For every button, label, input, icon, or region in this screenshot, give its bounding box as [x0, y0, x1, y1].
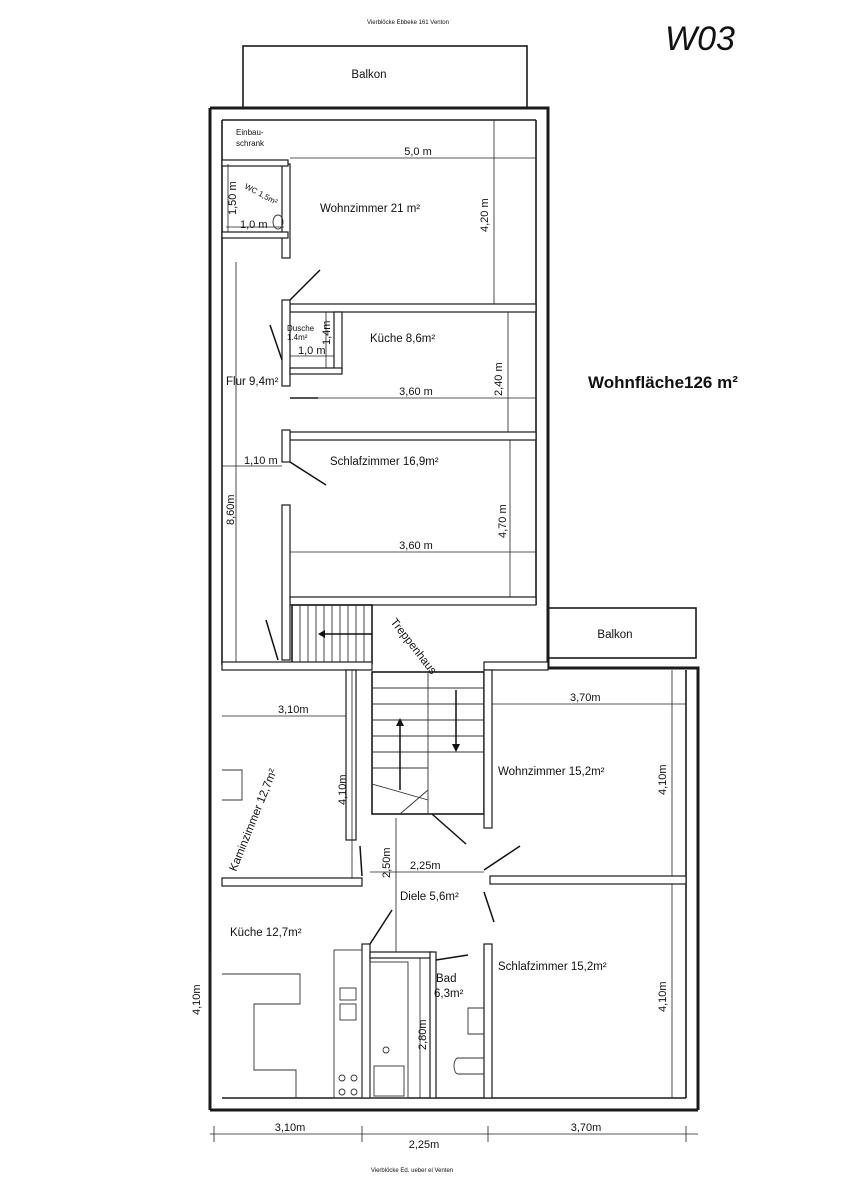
lower-apartment-walls [210, 662, 698, 1110]
flur-label: Flur 9,4m² [226, 376, 279, 388]
sink-icon [222, 770, 242, 800]
dim-3-70-a: 3,70m [570, 692, 601, 704]
bath-sink-icon [468, 1008, 484, 1034]
bad-label-1: Bad [436, 973, 457, 985]
dim-1-0-dusche: 1,0 m [298, 345, 326, 357]
dim-1-10: 1,10 m [244, 455, 278, 467]
kueche-1-label: Küche 8,6m² [370, 333, 436, 345]
dim-3-60-b: 3,60 m [399, 540, 433, 552]
bath-toilet-icon [454, 1058, 484, 1074]
einbauschrank-label-2: schrank [236, 139, 265, 148]
doors-lower [360, 814, 520, 960]
dusche-label-1: Dusche [287, 324, 315, 333]
kaminzimmer-label: Kaminzimmer 12,7m² [227, 767, 280, 874]
dim-4-10-schlaf2: 4,10m [657, 981, 669, 1012]
upper-apartment-walls [210, 108, 548, 1110]
dim-1-50: 1,50 m [227, 181, 239, 215]
bottom-caption: Vierblöcke Ed. ueber el Venten [370, 1168, 454, 1174]
dim-2-80: 2,80m [417, 1019, 429, 1050]
schlafzimmer-2-label: Schlafzimmer 15,2m² [498, 961, 607, 973]
dim-2-25-a: 2,25m [410, 860, 441, 872]
diele-label: Diele 5,6m² [400, 891, 459, 903]
einbauschrank-label-1: Einbau- [236, 128, 264, 137]
treppenhaus-label: Treppenhaus [387, 616, 439, 677]
header-code: W03 [665, 20, 735, 58]
dusche-label-2: 1.4m² [287, 333, 308, 342]
bathtub [370, 962, 408, 1098]
dim-2-50: 2,50m [381, 847, 393, 878]
dim-1-0-wc: 1,0 m [240, 219, 268, 231]
wohnzimmer-1-label: Wohnzimmer 21 m² [320, 203, 421, 215]
wohnzimmer-2-label: Wohnzimmer 15,2m² [498, 766, 605, 778]
dim-3-60-a: 3,60 m [399, 386, 433, 398]
dim-3-70-b: 3,70m [570, 1122, 602, 1134]
bad-label-2: 6,3m² [434, 988, 464, 1000]
kitchen-counter [222, 950, 362, 1098]
balcony-top-label: Balkon [351, 69, 387, 81]
dim-2-25-b: 2,25m [408, 1139, 440, 1151]
dim-1-4: 1,4m [321, 320, 333, 345]
top-caption: Vierblöcke Ebbeke 161 Venton [367, 20, 449, 26]
dim-8-60: 8,60m [225, 494, 237, 525]
schlafzimmer-1-label: Schlafzimmer 16,9m² [330, 456, 439, 468]
dim-5-0: 5,0 m [404, 146, 432, 158]
dim-4-70: 4,70 m [497, 504, 509, 538]
wc-label: WC 1,5m² [243, 181, 280, 207]
balcony-right-label: Balkon [597, 629, 633, 641]
dim-3-10-b: 3,10m [274, 1122, 306, 1134]
dim-3-10-a: 3,10m [278, 704, 309, 716]
stairwell [292, 605, 484, 814]
dim-4-10-kamin: 4,10m [337, 774, 349, 805]
total-area: Wohnfläche126 m² [588, 373, 738, 392]
dim-2-40: 2,40 m [493, 362, 505, 396]
kueche-2-label: Küche 12,7m² [230, 927, 302, 939]
dim-4-10-wohn2: 4,10m [657, 764, 669, 795]
dim-4-10-left: 4,10m [191, 984, 203, 1015]
dim-4-20: 4,20 m [479, 198, 491, 232]
